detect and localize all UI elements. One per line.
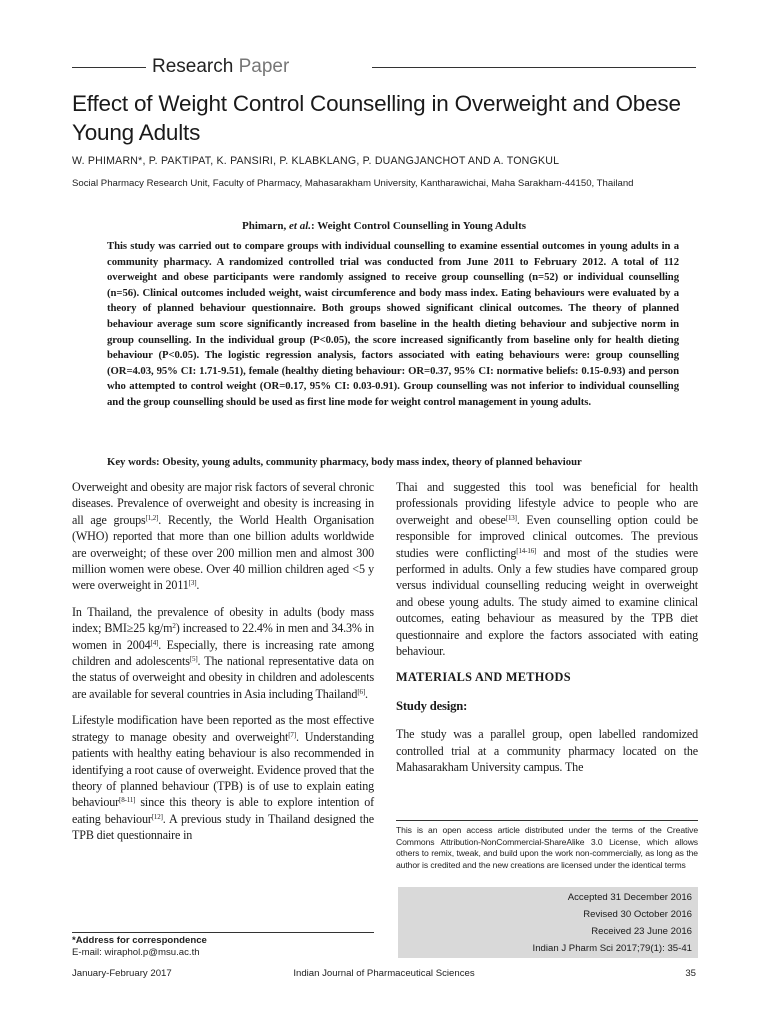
open-access-rule: [396, 820, 698, 821]
footer-journal: Indian Journal of Pharmaceutical Sciences: [293, 968, 475, 979]
header-rule-right: [372, 67, 696, 68]
citation-line: Indian J Pharm Sci 2017;79(1): 35-41: [532, 943, 692, 954]
body-column-right: [396, 479, 698, 786]
running-title: [72, 219, 696, 233]
body-column-left: [72, 479, 374, 854]
received-date: Received 23 June 2016: [591, 926, 692, 937]
footer-issue: January-February 2017: [72, 968, 172, 979]
paragraph: Lifestyle modification have been reported as the most effective strategy to manage obesity and overweight[7]. Understanding patients with healthy eating behaviour is also recommended in identifying a root cause of overweight. Evidence proved that the theory of planned behaviour (TPB) is of use to explain eating behaviour[8-11] since this theory is able to explore intention of eating behaviour[12]. A previous study in Thailand designed the TPB diet questionnaire in: [72, 713, 374, 843]
header-rule-left: [72, 67, 146, 68]
subsection-heading-study-design: Study design:: [396, 698, 468, 713]
citation-ref[interactable]: [4]: [150, 638, 159, 647]
citation-ref[interactable]: [12]: [151, 812, 163, 821]
page-number: 35: [685, 968, 696, 979]
section-header: [72, 55, 696, 79]
correspondence: [72, 935, 374, 959]
citation-ref[interactable]: [7]: [288, 730, 296, 739]
correspondence-email[interactable]: E-mail: wiraphol.p@msu.ac.th: [72, 947, 200, 958]
citation-ref[interactable]: [1,2]: [145, 513, 159, 522]
citation-ref[interactable]: [6]: [357, 687, 366, 696]
keywords: Key words: Obesity, young adults, community pharmacy, body mass index, theory of planned behaviour: [107, 456, 582, 468]
section-label-light: Paper: [238, 56, 290, 77]
affiliation: Social Pharmacy Research Unit, Faculty of Pharmacy, Mahasarakham University, Kantharawichai, Maha Sarakham-44150, Thailand: [72, 178, 634, 189]
article-dates-box: [398, 887, 698, 958]
paragraph: In Thailand, the prevalence of obesity in adults (body mass index; BMI≥25 $kg/m^2$) increased to 22.4% in men and 34.3% in women in 2004[4]. Especially, there is increasing rate among children and adolescents[5]. The national representative data on the status of overweight and obesity in children and adolescents are available for several countries in Asia including Thailand[6].: [72, 604, 375, 701]
running-title-rest: : Weight Control Counselling in Young Adults: [311, 220, 527, 232]
running-title-etal: et al.: [289, 220, 312, 232]
citation-ref[interactable]: [5]: [189, 655, 198, 664]
citation-ref[interactable]: [3]: [188, 579, 197, 588]
author-list: W. PHIMARN*, P. PAKTIPAT, K. PANSIRI, P. KLABKLANG, P. DUANGJANCHOT AND A. TONGKUL: [72, 155, 560, 167]
paragraph: Overweight and obesity are major risk factors of several chronic diseases. Prevalence of overweight and obesity is increasing in all age groups[1,2]. Recently, the World Health Organisation (WHO) reported that more than one billion adults worldwide are overweight; of these over 200 million men and almost 300 million women were obese. Over 40 million children aged <5 y were overweight in 2011[3].: [72, 480, 374, 593]
open-access-notice: This is an open access article distributed under the terms of the Creative Commons Attribution-NonCommercial-ShareAlike 3.0 License, which allows others to remix, tweak, and build upon the work non-commercially, as long as the author is credited and the new creations are licensed under the identical terms: [396, 825, 698, 870]
correspondence-rule: [72, 932, 374, 933]
accepted-date: Accepted 31 December 2016: [567, 892, 692, 903]
abstract: This study was carried out to compare groups with individual counselling to examine essential outcomes in young adults in a community pharmacy. A randomized controlled trial was conducted from June 2011 to February 2012. A total of 112 overweight and obese participants were randomly assigned to receive group counselling (n=52) or individual counselling (n=56). Clinical outcomes included weight, waist circumference and body mass index. Eating behaviours were evaluated by a theory of planned behaviour questionnaire. Both groups showed significant clinical outcomes. The theory of planned behaviour average sum score significantly increased from baseline in the health dieting behaviour and subjective norm in group counselling. In the individual group (P<0.05), the score increased significantly from baseline only for health dieting behaviour (P<0.05). The logistic regression analysis, factors associated with eating behaviours were: group counselling (OR=4.03, 95% CI: 1.71-9.51), female (healthy dieting behaviour: OR=0.37, 95% CI: normative beliefs: 0.15-0.93) and person who attempted to control weight (OR=0.17, 95% CI: 0.03-0.91). Group counselling was not inferior to individual counselling and the group counselling should be used as first line mode for weight control management in young adults.: [107, 240, 679, 408]
revised-date: Revised 30 October 2016: [583, 909, 692, 920]
paragraph: The study was a parallel group, open labelled randomized controlled trial at a community pharmacy located on the Mahasarakham University campus. The: [396, 727, 698, 775]
section-heading-materials: MATERIALS AND METHODS: [396, 670, 571, 685]
paragraph: Thai and suggested this tool was beneficial for health professionals providing lifestyle advice to people who are overweight and obese[13]. Even counselling option could be responsible for improved clinical outcomes. The previous studies were conflicting[14-16] and most of the studies were performed in adults. Only a few studies have compared group versus individual counselling reducing weight in overweight and obese young adults. The study aimed to examine clinical outcomes, eating behaviour as measured by the TPB diet questionnaire and explore the factors associated with eating behaviour.: [396, 480, 698, 659]
paper-title: Effect of Weight Control Counselling in Overweight and Obese Young Adults: [72, 91, 681, 145]
citation-ref[interactable]: [14-16]: [516, 546, 537, 555]
page-footer: [72, 967, 696, 981]
citation-ref[interactable]: [13]: [505, 513, 517, 522]
superscript: 2: [172, 622, 176, 631]
running-title-author: Phimarn,: [241, 220, 287, 232]
correspondence-title: *Address for correspondence: [72, 935, 207, 946]
section-label: [152, 55, 289, 79]
citation-ref[interactable]: [8-11]: [119, 796, 136, 805]
section-label-dark: Research: [152, 56, 234, 77]
